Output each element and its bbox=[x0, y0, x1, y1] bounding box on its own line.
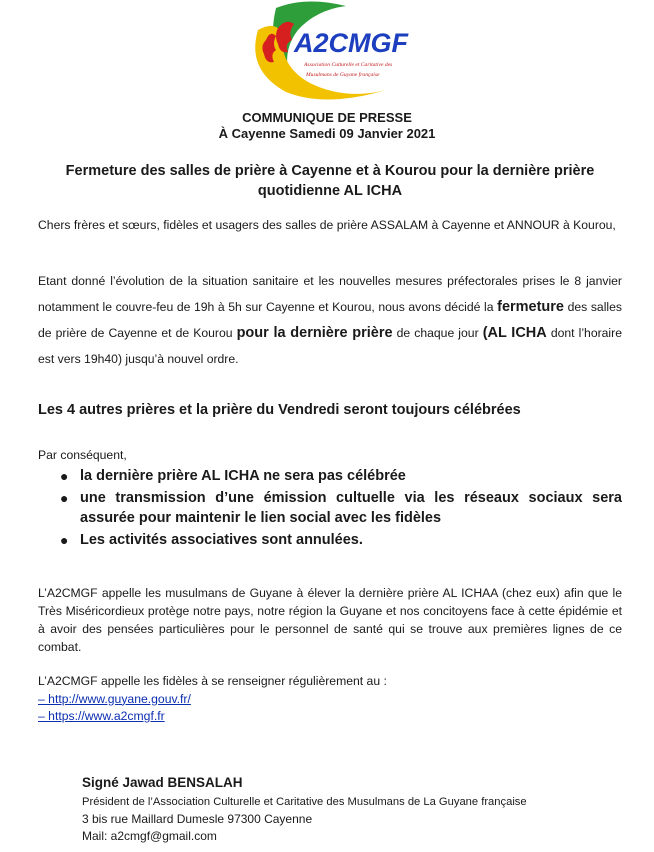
link-a2cmgf[interactable]: – https://www.a2cmgf.fr bbox=[38, 709, 165, 723]
info-block bbox=[38, 673, 622, 726]
link-guyane-gouv[interactable]: – http://www.guyane.gouv.fr/ bbox=[38, 691, 191, 706]
bullet-icon: ● bbox=[60, 468, 69, 484]
logo-graphic bbox=[236, 0, 426, 100]
subheadline: Les 4 autres prières et la prière du Vendredi seront toujours célébrées bbox=[38, 402, 521, 418]
press-release-date: À Cayenne Samedi 09 Janvier 2021 bbox=[218, 126, 436, 141]
list-item-text: une transmission d’une émission cultuelle via les réseaux sociaux sera assurée pour maintenir le lien social avec les fidèles bbox=[80, 490, 622, 526]
signature-address: 3 bis rue Maillard Dumesle 97300 Cayenne bbox=[82, 812, 313, 826]
decision-text-4: dont l’horaire est vers 19h40) jusqu’à nouvel ordre. bbox=[38, 326, 622, 366]
decision-text-2: des salles de prière de Cayenne et de Kourou bbox=[38, 300, 622, 340]
list-item bbox=[58, 530, 622, 550]
decision-text-1: Etant donné l’évolution de la situation sanitaire et les nouvelles mesures préfectorales prises le 8 janvier notamment le couvre-feu de 19h à 5h sur Cayenne et Kourou, nous avons décidé la bbox=[38, 274, 622, 314]
list-item-text: Les activités associatives sont annulées. bbox=[80, 532, 363, 548]
signature-mail: Mail: a2cmgf@gmail.com bbox=[82, 829, 217, 843]
signature-name: Signé Jawad BENSALAH bbox=[82, 775, 243, 790]
list-item bbox=[58, 488, 622, 528]
decision-text-3: de chaque jour bbox=[392, 326, 483, 340]
decision-bold-al-icha: (AL ICHA bbox=[482, 325, 547, 341]
decision-bold-closure: fermeture bbox=[497, 299, 564, 315]
bullet-icon: ● bbox=[60, 490, 69, 506]
list-item-text: la dernière prière AL ICHA ne sera pas célébrée bbox=[80, 468, 406, 484]
logo-tagline-1: Association Culturelle et Caritative des bbox=[304, 62, 393, 68]
appeal-paragraph: L’A2CMGF appelle les musulmans de Guyane à élever la dernière prière AL ICHAA (chez eux) afin que le Très Miséricordieux protège notre pays, notre région la Guyane et nos concitoyens face à cette épidémie et à avoir des pensées particulières pour le personnel de santé qui se trouve aux premières lignes de ce combat. bbox=[38, 586, 622, 654]
signature-block bbox=[82, 774, 527, 845]
consequences-list bbox=[58, 466, 622, 552]
bullet-icon: ● bbox=[60, 532, 69, 548]
logo-tagline-2: Musulmans de Guyane française bbox=[306, 72, 380, 78]
consequence-label: Par conséquent, bbox=[38, 448, 127, 462]
info-text: L’A2CMGF appelle les fidèles à se renseigner régulièrement au : bbox=[38, 674, 387, 688]
decision-paragraph bbox=[38, 268, 622, 372]
association-logo bbox=[236, 0, 426, 100]
headline: Fermeture des salles de prière à Cayenne et à Kourou pour la dernière prière quotidienne AL ICHA bbox=[65, 163, 595, 199]
press-release-title: COMMUNIQUE DE PRESSE bbox=[242, 110, 412, 125]
list-item bbox=[58, 466, 622, 486]
logo-acronym: A2CMGF bbox=[294, 28, 408, 58]
intro-paragraph: Chers frères et sœurs, fidèles et usagers des salles de prière ASSALAM à Cayenne et ANNOUR à Kourou, bbox=[38, 218, 616, 232]
signature-role: Président de l’Association Culturelle et Caritative des Musulmans de La Guyane française bbox=[82, 796, 527, 808]
decision-bold-last-prayer: pour la dernière prière bbox=[236, 325, 393, 341]
